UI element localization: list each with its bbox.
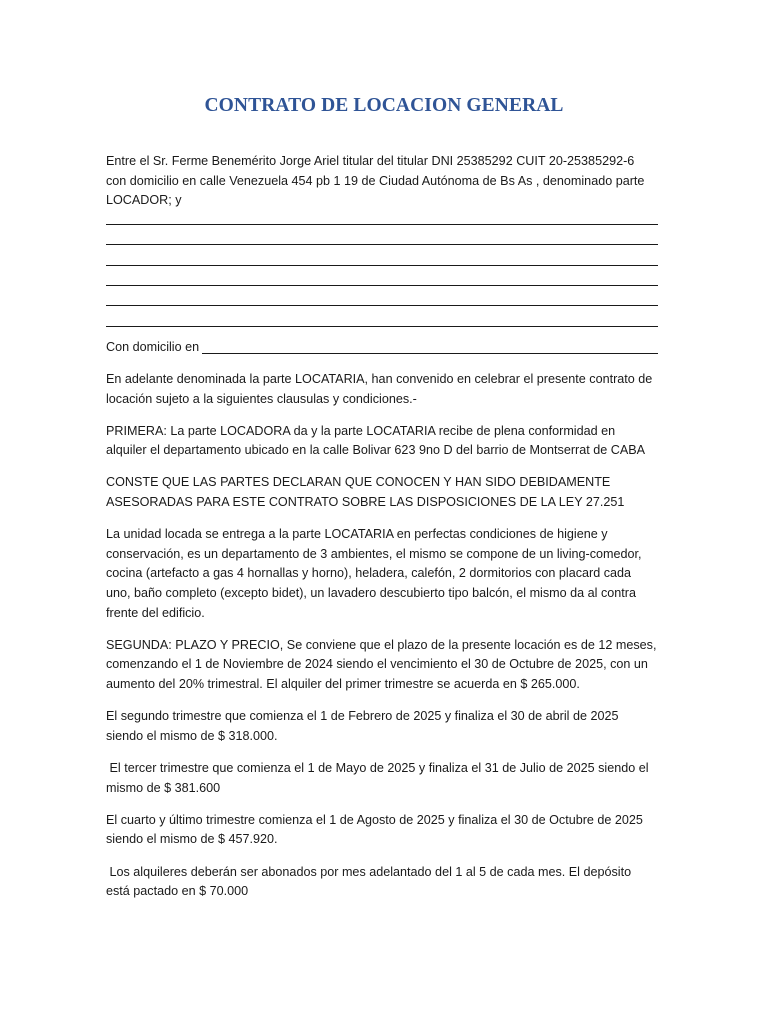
blank-line bbox=[106, 245, 658, 265]
clause-paragraph: El tercer trimestre que comienza el 1 de Mayo de 2025 y finaliza el 31 de Julio de 2025 siendo el mismo de $ 381.600 bbox=[106, 760, 653, 795]
clause-paragraph: SEGUNDA: PLAZO Y PRECIO, Se conviene que el plazo de la presente locación es de 12 meses, comenzando el 1 de Noviembre de 2024 siendo el vencimiento el 30 de Octubre de 2025, con un aumento del 20% trimestral. El alquiler del primer trimestre se acuerda en $ 265.000. bbox=[106, 637, 657, 692]
clause-paragraph: CONSTE QUE LAS PARTES DECLARAN QUE CONOCEN Y HAN SIDO DEBIDAMENTE ASESORADAS PARA ESTE CONTRATO SOBRE LAS DISPOSICIONES DE LA LEY 27.251 bbox=[106, 475, 625, 510]
clause-paragraph: La unidad locada se entrega a la parte LOCATARIA en perfectas condiciones de higiene y conservación, es un departamento de 3 ambientes, el mismo se compone de un living-comedor, cocina (artefacto a gas 4 hornallas y horno), heladera, calefón, 2 dormitorios con placard cada uno, baño completo (excepto bidet), un lavadero descubierto tipo balcón, el mismo da al contra frente del edificio. bbox=[106, 527, 642, 620]
clause-paragraph: El cuarto y último trimestre comienza el 1 de Agosto de 2025 y finaliza el 30 de Octubre de 2025 siendo el mismo de $ 457.920. bbox=[106, 812, 643, 847]
blank-fill-lines bbox=[106, 211, 658, 327]
blank-line bbox=[106, 306, 658, 326]
clause-paragraph: PRIMERA: La parte LOCADORA da y la parte LOCATARIA recibe de plena conformidad en alquiler el departamento ubicado en la calle Bolivar 623 9no D del barrio de Montserrat de CABA bbox=[106, 423, 646, 458]
document-title: CONTRATO DE LOCACION GENERAL bbox=[204, 95, 564, 116]
intro-paragraph: Entre el Sr. Ferme Benemérito Jorge Ariel titular del titular DNI 25385292 CUIT 20-25385292-6 con domicilio en calle Venezuela 454 pb 1 19 de Ciudad Autónoma de Bs As , denominado parte LOCADOR; y bbox=[106, 154, 645, 208]
domicilio-line bbox=[106, 338, 658, 358]
clause-paragraph: El segundo trimestre que comienza el 1 de Febrero de 2025 y finaliza el 30 de abril de 2025 siendo el mismo de $ 318.000. bbox=[106, 709, 619, 743]
clause-paragraph: Los alquileres deberán ser abonados por mes adelantado del 1 al 5 de cada mes. El depósito está pactado en $ 70.000 bbox=[106, 864, 635, 899]
blank-line bbox=[106, 225, 658, 245]
blank-line bbox=[106, 211, 658, 225]
domicilio-blank bbox=[202, 339, 658, 354]
blank-line bbox=[106, 286, 658, 306]
clause-paragraph: En adelante denominada la parte LOCATARIA, han convenido en celebrar el presente contrato de locación sujeto a la siguientes clausulas y condiciones.- bbox=[106, 371, 653, 406]
document-body bbox=[106, 152, 658, 914]
domicilio-label: Con domicilio en bbox=[106, 339, 200, 354]
blank-line bbox=[106, 266, 658, 286]
